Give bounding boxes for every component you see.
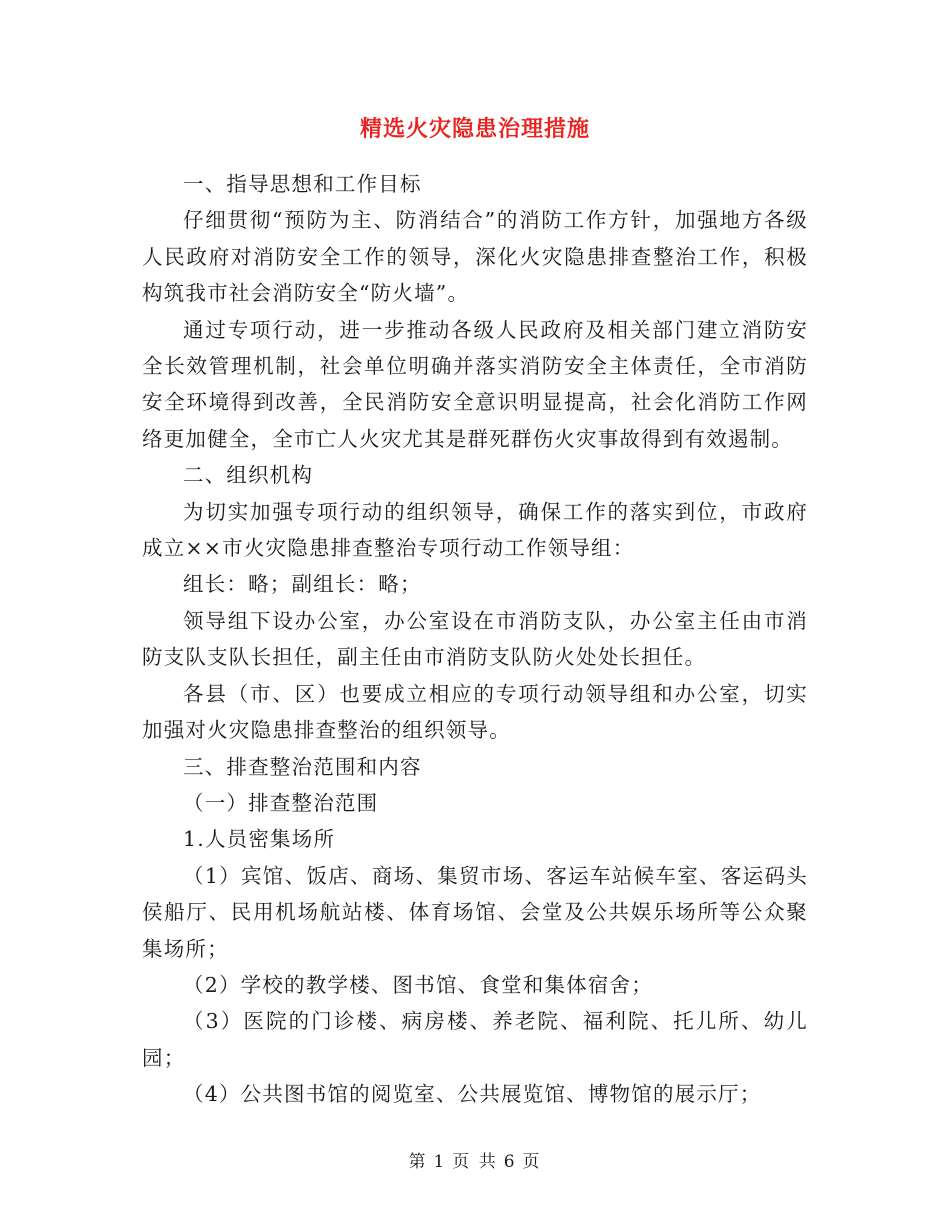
footer-current-page: 1: [433, 1152, 447, 1172]
list-item: （4）公共图书馆的阅览室、公共展览馆、博物馆的展示厅；: [183, 1082, 762, 1107]
document-body: [142, 166, 808, 1113]
list-item: （1）宾馆、饭店、商场、集贸市场、客运车站候车室、客运码头侯船厅、民用机场航站楼、体育场馆、会堂及公共娱乐场所等公众聚集场所；: [142, 863, 808, 961]
body-paragraph: 领导组下设办公室，办公室设在市消防支队，办公室主任由市消防支队支队长担任，副主任由市消防支队防火处处长担任。: [142, 608, 808, 670]
list-item: （3）医院的门诊楼、病房楼、养老院、福利院、托儿所、幼儿园；: [142, 1009, 808, 1070]
body-paragraph: 各县（市、区）也要成立相应的专项行动领导组和办公室，切实加强对火灾隐患排查整治的组织领导。: [142, 681, 808, 743]
section-heading: 二、组织机构: [183, 463, 314, 488]
footer-suffix: 页: [522, 1152, 542, 1172]
page-footer: [0, 1150, 950, 1174]
list-heading: 1.人员密集场所: [183, 827, 336, 852]
body-paragraph: 组长：略；副组长：略；: [183, 572, 422, 597]
footer-total-pages: 6: [503, 1152, 517, 1172]
list-item: （2）学校的教学楼、图书馆、食堂和集体宿舍；: [183, 972, 653, 997]
footer-middle: 页 共: [452, 1152, 498, 1172]
body-paragraph: 通过专项行动，进一步推动各级人民政府及相关部门建立消防安全长效管理机制，社会单位明确并落实消防安全主体责任，全市消防安全环境得到改善，全民消防安全意识明显提高，社会化消防工作网络更加健全，全市亡人火灾尤其是群死群伤火灾事故得到有效遏制。: [142, 317, 808, 451]
body-paragraph: 为切实加强专项行动的组织领导，确保工作的落实到位，市政府成立××市火灾隐患排查整治专项行动工作领导组：: [142, 499, 808, 561]
section-heading: 三、排查整治范围和内容: [183, 754, 422, 779]
section-heading: 一、指导思想和工作目标: [183, 172, 422, 196]
subsection-heading: （一）排查整治范围: [183, 790, 379, 815]
document-title: 精选火灾隐患治理措施: [359, 116, 590, 142]
footer-prefix: 第: [408, 1152, 428, 1172]
body-paragraph: 仔细贯彻“预防为主、防消结合”的消防工作方针，加强地方各级人民政府对消防安全工作的领导，深化火灾隐患排查整治工作，积极构筑我市社会消防安全“防火墙”。: [142, 208, 808, 306]
